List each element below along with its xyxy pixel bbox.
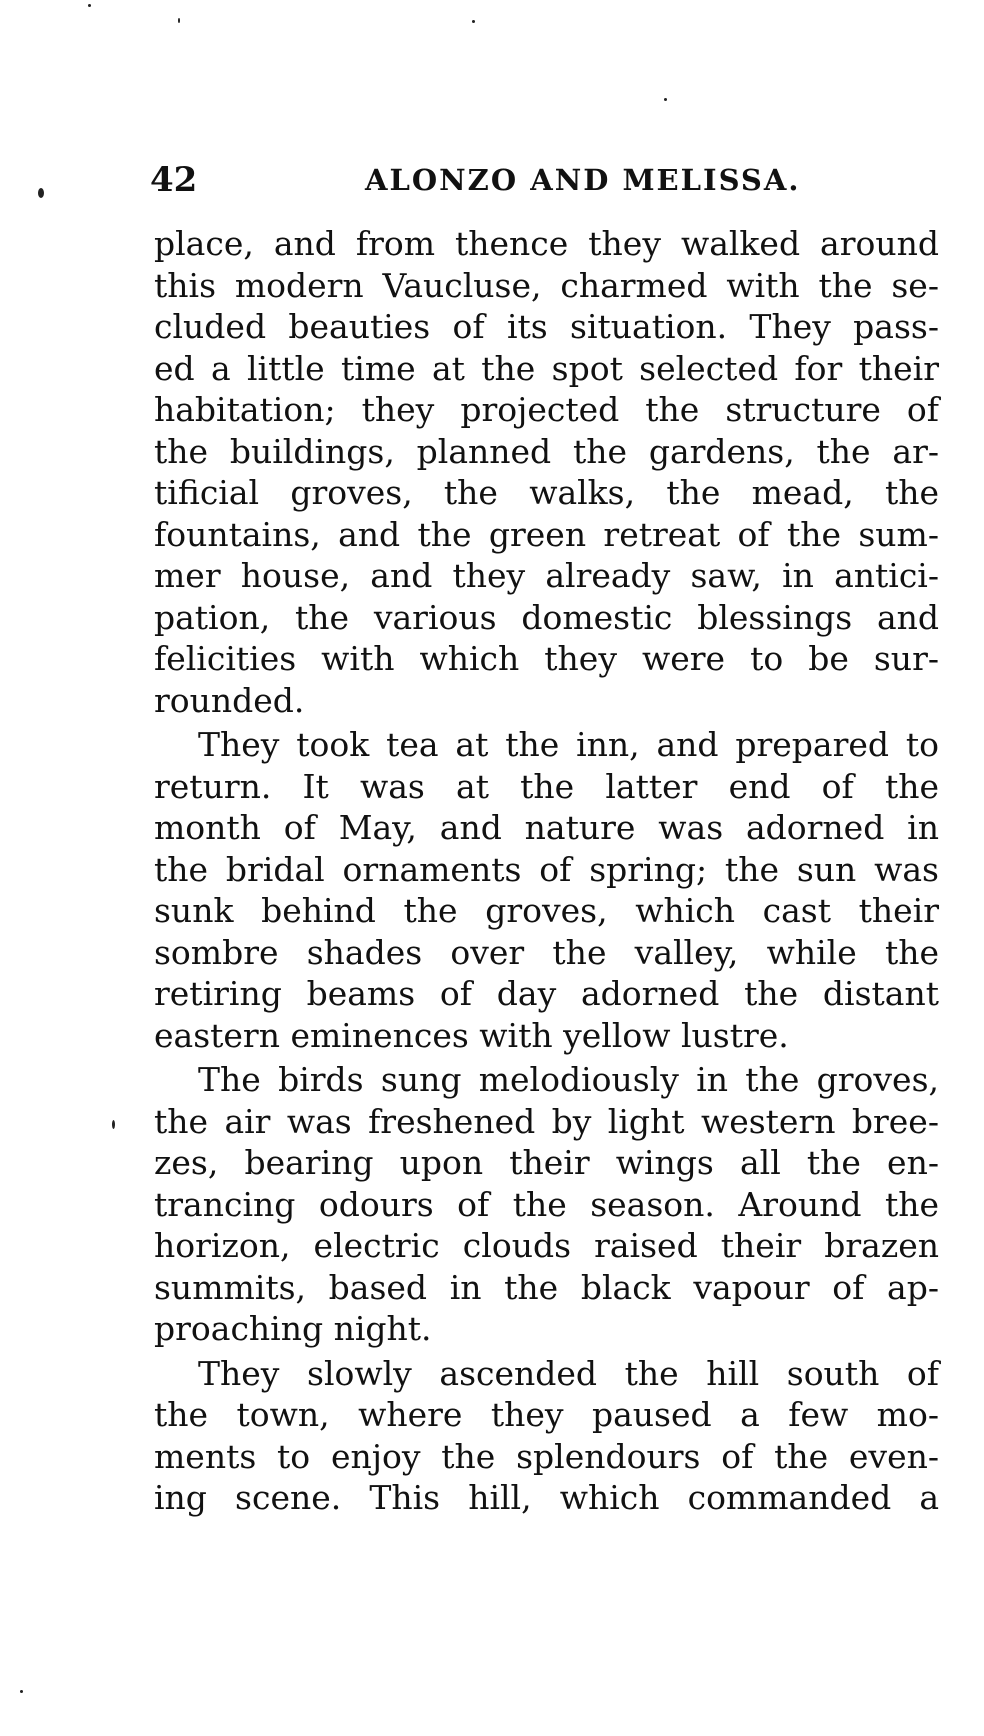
page-number: 42 (150, 160, 198, 200)
ink-speck (664, 98, 667, 101)
paragraph (154, 1059, 939, 1350)
ink-speck (112, 1120, 115, 1129)
text-line: place, and from thence they walked around (154, 224, 939, 263)
text-line: ing scene. This hill, which commanded a (154, 1478, 939, 1517)
paragraph (154, 1353, 939, 1519)
text-line: pation, the various domestic blessings and (154, 597, 939, 637)
text-line: return. It was at the latter end of the (154, 766, 939, 806)
text-line: felicities with which they were to be sur- (154, 639, 939, 678)
ink-speck (88, 4, 91, 7)
text-line: tificial groves, the walks, the mead, the (154, 473, 939, 512)
text-line: eastern eminences with yellow lustre. (154, 1015, 789, 1055)
ink-speck (20, 1690, 23, 1693)
text-line: sunk behind the groves, which cast their (154, 891, 939, 930)
page-header (150, 156, 940, 204)
paragraph (154, 223, 939, 721)
text-line: rounded. (154, 680, 305, 720)
paragraph (154, 724, 939, 1056)
ink-speck (178, 18, 180, 23)
text-line: trancing odours of the season. Around the (154, 1184, 939, 1224)
text-line: retiring beams of day adorned the distant (154, 974, 939, 1013)
text-line: sombre shades over the valley, while the (154, 932, 939, 972)
text-line: They took tea at the inn, and prepared to (198, 725, 939, 764)
text-line: The birds sung melodiously in the groves, (198, 1060, 939, 1099)
text-line: ments to enjoy the splendours of the even- (154, 1436, 939, 1476)
text-line: this modern Vaucluse, charmed with the se- (154, 265, 939, 305)
text-line: month of May, and nature was adorned in (154, 808, 939, 847)
running-title: ALONZO AND MELISSA. (365, 163, 801, 197)
text-line: ed a little time at the spot selected for their (154, 348, 939, 388)
text-line: habitation; they projected the structure of (154, 390, 939, 429)
text-line: the bridal ornaments of spring; the sun was (154, 849, 939, 889)
text-line: proaching night. (154, 1309, 432, 1348)
text-line: summits, based in the black vapour of ap- (154, 1267, 939, 1307)
ink-speck (472, 20, 475, 23)
text-line: horizon, electric clouds raised their brazen (154, 1226, 939, 1265)
text-line: the town, where they paused a few mo- (154, 1395, 939, 1434)
text-line: They slowly ascended the hill south of (198, 1353, 939, 1393)
text-line: fountains, and the green retreat of the sum- (154, 514, 939, 554)
text-line: the buildings, planned the gardens, the ar- (154, 431, 939, 471)
text-line: mer house, and they already saw, in antici- (154, 556, 939, 595)
text-line: zes, bearing upon their wings all the en- (154, 1143, 939, 1182)
body-text (154, 223, 939, 1519)
text-line: the air was freshened by light western bree- (154, 1101, 939, 1141)
ink-speck (38, 188, 44, 198)
text-line: cluded beauties of its situation. They pass- (154, 307, 939, 346)
